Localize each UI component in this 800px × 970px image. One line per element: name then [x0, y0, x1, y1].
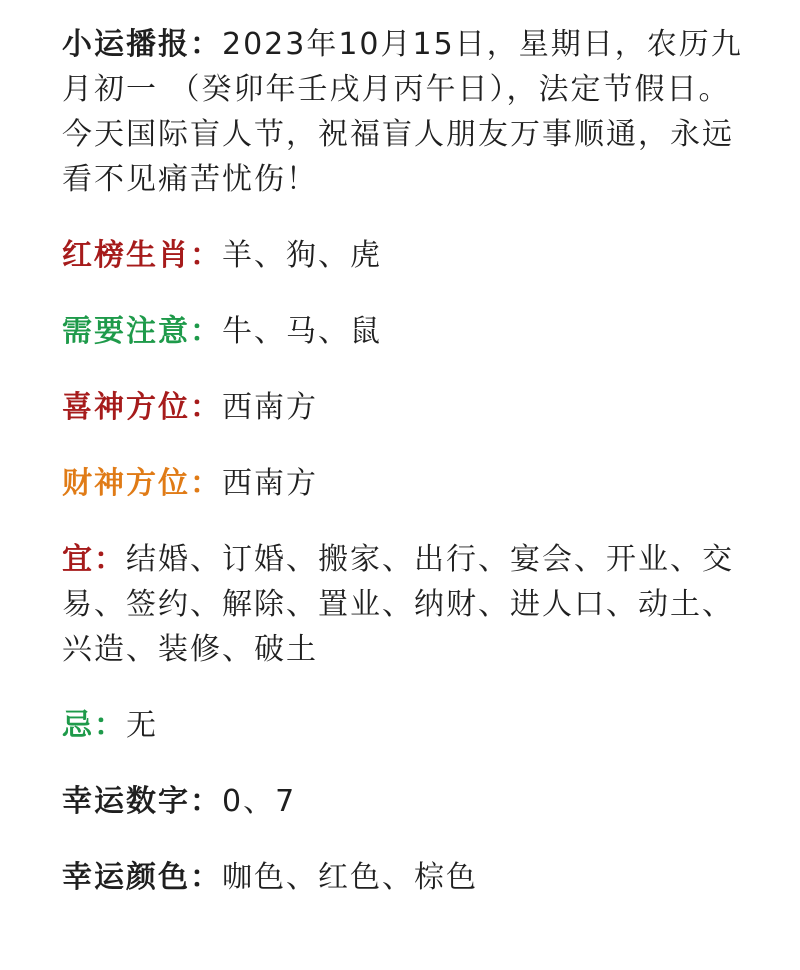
row-colon: ： — [94, 542, 126, 577]
intro-paragraph — [62, 22, 756, 202]
row-value: 无 — [126, 708, 158, 743]
row-colon: ： — [190, 314, 222, 349]
row-label: 宜 — [62, 542, 94, 577]
row-suitable — [62, 537, 756, 672]
row-lucky-color — [62, 855, 756, 900]
row-value: 结婚、订婚、搬家、出行、宴会、开业、交易、签约、解除、置业、纳财、进人口、动土、兴造、装修、破土 — [62, 542, 734, 667]
row-lucky-number — [62, 779, 756, 824]
row-colon: ： — [190, 860, 222, 895]
row-caution-zodiac — [62, 309, 756, 354]
row-joy-god-direction — [62, 385, 756, 430]
row-avoid — [62, 703, 756, 748]
intro-colon: ： — [190, 27, 222, 62]
intro-text: 2023年10月15日，星期日，农历九月初一 （癸卯年壬戌月丙午日），法定节假日。今天国际盲人节，祝福盲人朋友万事顺通，永远看不见痛苦忧伤！ — [62, 27, 743, 197]
row-colon: ： — [94, 708, 126, 743]
row-label: 幸运数字 — [62, 784, 190, 819]
row-value: 西南方 — [222, 390, 318, 425]
row-wealth-god-direction — [62, 461, 756, 506]
row-value: 西南方 — [222, 466, 318, 501]
row-label: 财神方位 — [62, 466, 190, 501]
row-label: 红榜生肖 — [62, 238, 190, 273]
row-colon: ： — [190, 238, 222, 273]
row-colon: ： — [190, 390, 222, 425]
row-value: 羊、狗、虎 — [222, 238, 382, 273]
row-value: 牛、马、鼠 — [222, 314, 382, 349]
row-label: 忌 — [62, 708, 94, 743]
row-label: 需要注意 — [62, 314, 190, 349]
row-value: 咖色、红色、棕色 — [222, 860, 478, 895]
intro-label: 小运播报 — [62, 27, 190, 62]
row-colon: ： — [190, 466, 222, 501]
row-colon: ： — [190, 784, 222, 819]
row-lucky-zodiac — [62, 233, 756, 278]
row-label: 幸运颜色 — [62, 860, 190, 895]
row-label: 喜神方位 — [62, 390, 190, 425]
row-value: 0、7 — [222, 784, 297, 819]
